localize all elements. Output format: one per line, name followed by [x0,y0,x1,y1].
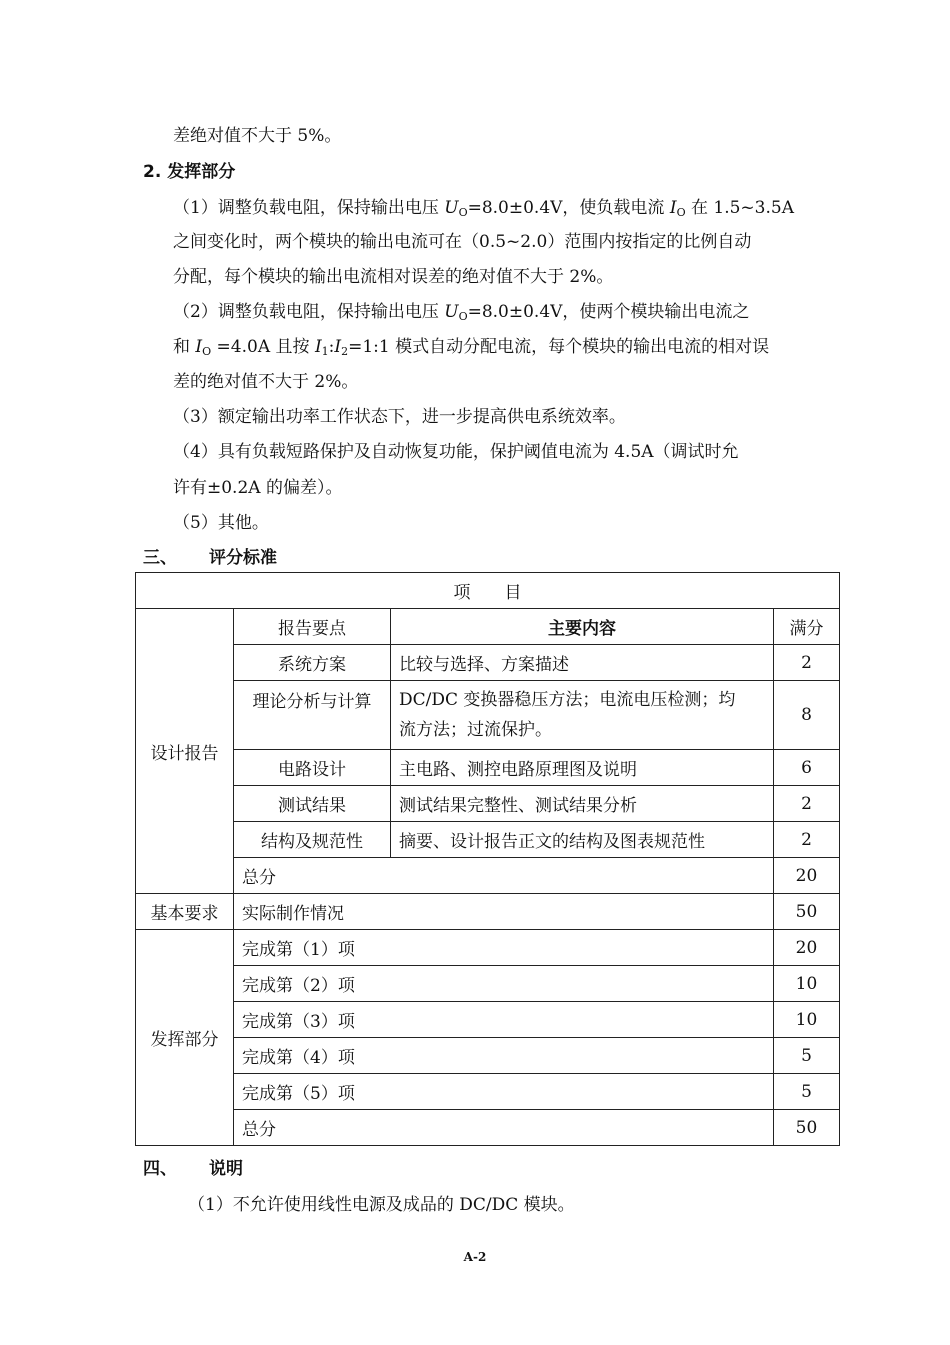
table-row [136,966,840,1002]
advanced-content: 完成第（1）项 [234,930,774,966]
report-content: 摘要、设计报告正文的结构及图表规范性 [391,822,774,858]
report-score: 2 [774,645,840,681]
table-header: 项 目 [136,573,840,609]
advanced-score: 5 [774,1038,840,1074]
part2-item3: （3）额定输出功率工作状态下，进一步提高供电系统效率。 [173,407,626,427]
part2-item4-line2: 许有±0.2A 的偏差）。 [173,478,343,498]
report-score: 2 [774,786,840,822]
advanced-content: 完成第（3）项 [234,1002,774,1038]
table-row [136,681,840,750]
report-score: 8 [774,681,840,750]
report-point: 理论分析与计算 [234,681,391,750]
table-row [136,750,840,786]
part2-item5: （5）其他。 [173,513,269,533]
part2-item2-line3: 差的绝对值不大于 2%。 [173,372,359,392]
table-row [136,822,840,858]
advanced-total-label: 总分 [234,1110,774,1146]
advanced-label: 发挥部分 [136,930,234,1146]
part2-item4-line1: （4）具有负载短路保护及自动恢复功能，保护阈值电流为 4.5A（调试时允 [173,442,739,462]
note-1: （1）不允许使用线性电源及成品的 DC/DC 模块。 [188,1195,575,1215]
table-row [136,1110,840,1146]
advanced-content: 完成第（5）项 [234,1074,774,1110]
col-header-score: 满分 [774,609,840,645]
design-total-score: 20 [774,858,840,894]
report-score: 6 [774,750,840,786]
report-point: 测试结果 [234,786,391,822]
report-score: 2 [774,822,840,858]
report-content: DC/DC 变换器稳压方法；电流电压检测；均 流方法；过流保护。 [391,681,774,750]
basic-score: 50 [774,894,840,930]
part2-item2-line2: 和 $I_O =4.0A$ 且按 $I_1:I_2=1:1$ 模式自动分配电流，每个模块的输出电流的相对误 [173,337,770,358]
section4-heading: 四、 说明 [143,1159,243,1179]
table-row [136,609,840,645]
report-content: 测试结果完整性、测试结果分析 [391,786,774,822]
table-row [136,1038,840,1074]
table-row [136,930,840,966]
part2-heading: 2. 发挥部分 [143,162,236,182]
part2-item1-line2: 之间变化时，两个模块的输出电流可在（0.5~2.0）范围内按指定的比例自动 [173,232,752,252]
report-point: 结构及规范性 [234,822,391,858]
table-header-row [136,573,840,609]
part2-item2-line1: （2）调整负载电阻，保持输出电压 $U_O=8.0\pm 0.4V$，使两个模块输出电流之 [173,302,750,323]
advanced-score: 20 [774,930,840,966]
table-row [136,786,840,822]
section3-heading: 三、 评分标准 [143,548,277,568]
advanced-content: 完成第（2）项 [234,966,774,1002]
report-content: 比较与选择、方案描述 [391,645,774,681]
basic-content: 实际制作情况 [234,894,774,930]
design-report-label: 设计报告 [136,609,234,894]
continued-line: 差绝对值不大于 5%。 [173,126,342,146]
table-row [136,1074,840,1110]
scoring-table [135,572,840,1146]
advanced-score: 5 [774,1074,840,1110]
design-total-label: 总分 [234,858,774,894]
col-header-points: 报告要点 [234,609,391,645]
basic-label: 基本要求 [136,894,234,930]
part2-item1-line1: （1）调整负载电阻，保持输出电压 $U_O=8.0\pm 0.4V$，使负载电流 $I_O$ 在 1.5~3.5A [173,198,794,219]
report-point: 系统方案 [234,645,391,681]
advanced-score: 10 [774,1002,840,1038]
table-row [136,645,840,681]
table-row [136,858,840,894]
advanced-total-score: 50 [774,1110,840,1146]
table-row [136,894,840,930]
col-header-content: 主要内容 [391,609,774,645]
table-row [136,1002,840,1038]
advanced-score: 10 [774,966,840,1002]
advanced-content: 完成第（4）项 [234,1038,774,1074]
part2-item1-line3: 分配，每个模块的输出电流相对误差的绝对值不大于 2%。 [173,267,614,287]
page-number: A-2 [463,1250,487,1264]
report-content: 主电路、测控电路原理图及说明 [391,750,774,786]
report-point: 电路设计 [234,750,391,786]
